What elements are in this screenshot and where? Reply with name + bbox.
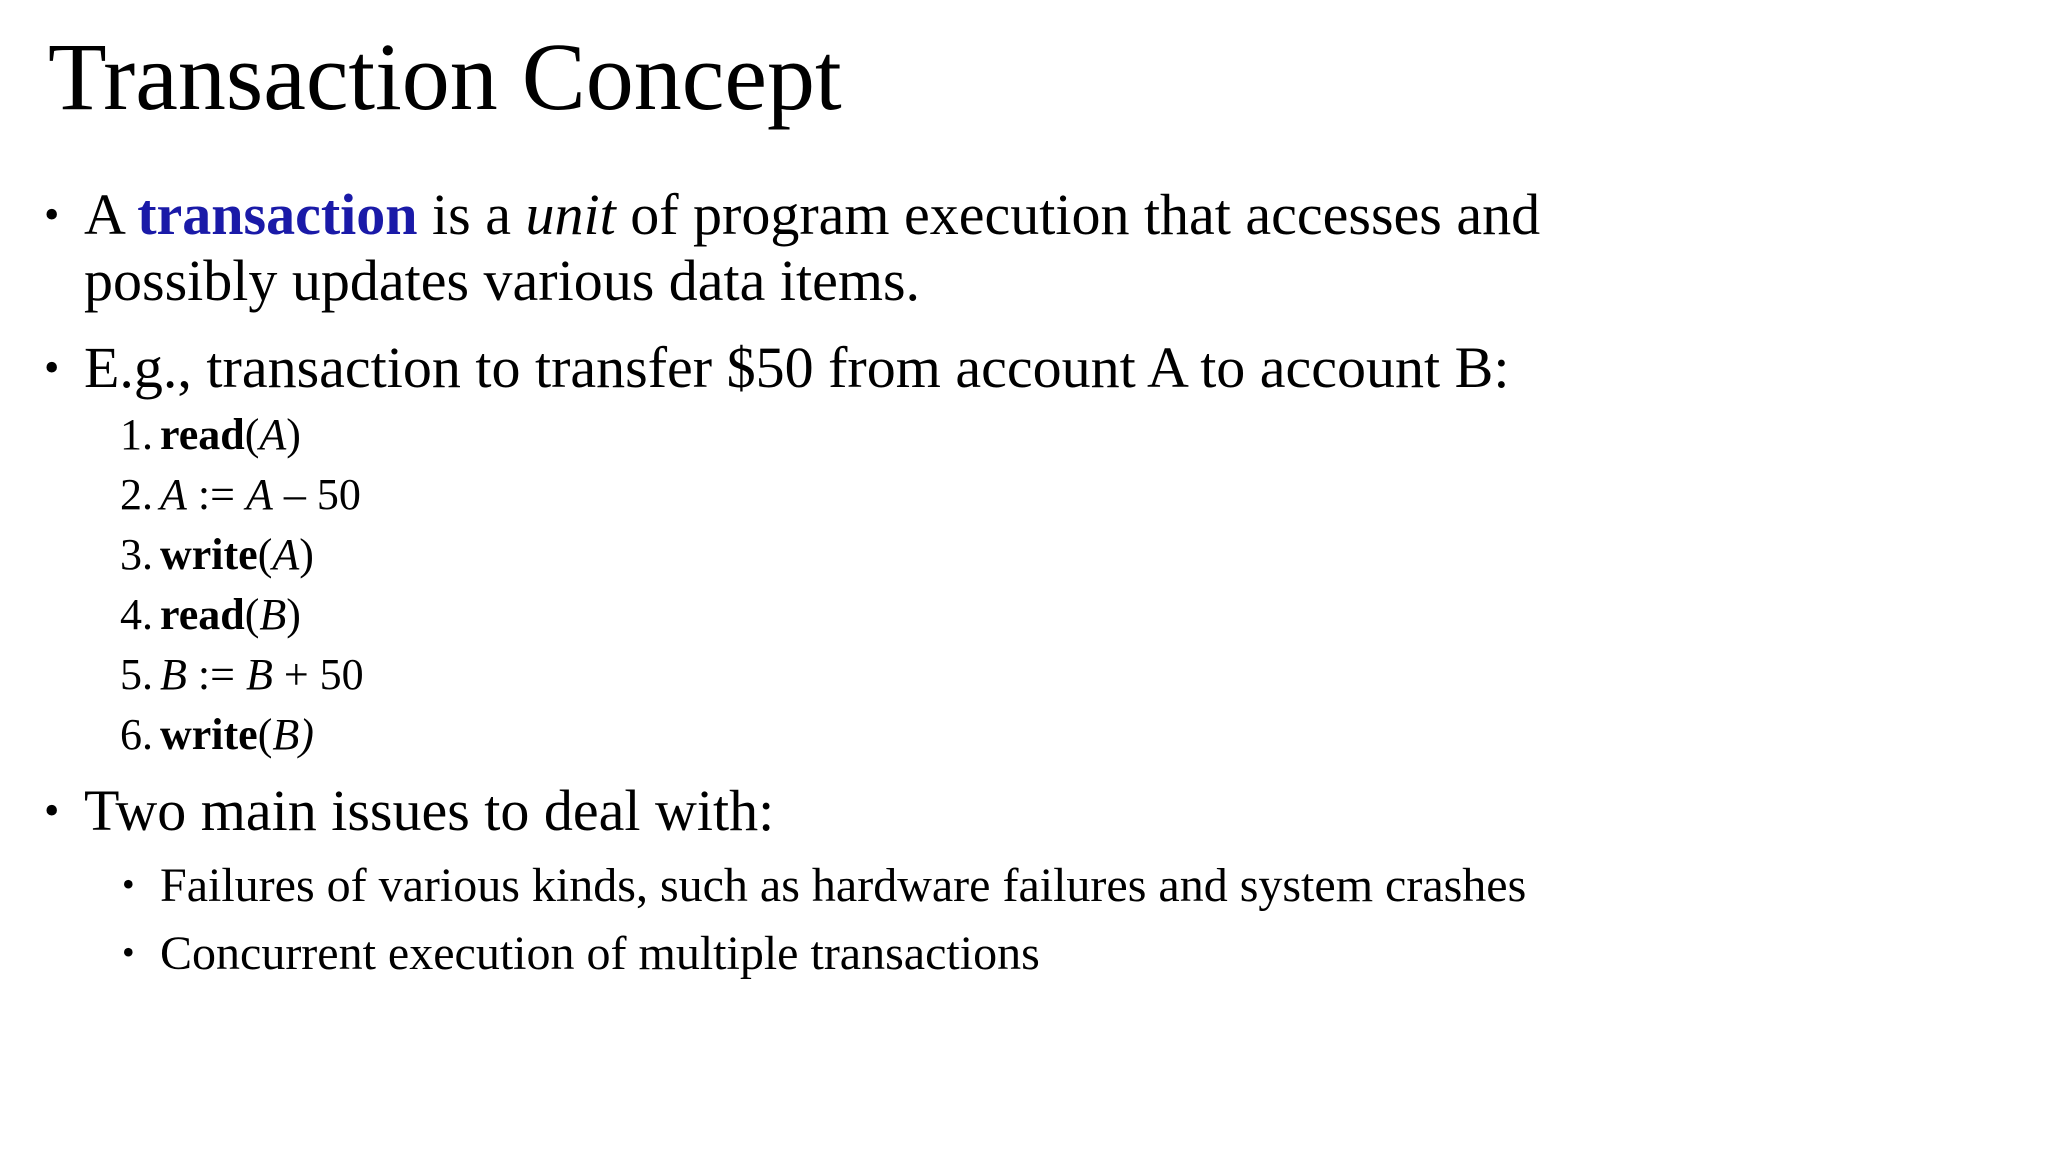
step-number: 6. — [120, 710, 153, 759]
step-item — [120, 465, 364, 525]
bullet-dot: • — [44, 190, 60, 239]
step-paren-open: ( — [244, 410, 260, 459]
slide-title: Transaction Concept — [48, 23, 842, 130]
step-paren-open: ( — [244, 590, 260, 639]
step-variable: A — [245, 470, 273, 519]
emphasis-unit: unit — [525, 182, 616, 247]
step-number: 3. — [120, 530, 153, 579]
step-keyword: write — [160, 710, 258, 759]
bullet-text-mid: is a — [417, 182, 526, 247]
step-number: 2. — [120, 470, 153, 519]
step-item — [120, 525, 364, 585]
step-variable: B — [259, 590, 287, 639]
sub-bullet-dot: • — [122, 932, 135, 972]
sub-bullet-item — [122, 852, 1526, 920]
bullet-text-pre: A — [84, 182, 138, 247]
step-variable: A — [259, 410, 287, 459]
bullet-text: E.g., transaction to transfer $50 from account A to account B: — [84, 335, 1510, 400]
step-expression-rest: + 50 — [272, 650, 364, 699]
step-item — [120, 405, 364, 465]
step-paren-close: ) — [286, 410, 301, 459]
issues-sub-list — [122, 852, 1526, 988]
sub-bullet-text: Concurrent execution of multiple transactions — [160, 927, 1040, 980]
bullet-example — [44, 335, 1744, 401]
step-keyword: read — [160, 410, 245, 459]
step-variable: B — [245, 650, 273, 699]
bullet-dot: • — [44, 343, 60, 392]
step-paren-open: ( — [257, 530, 273, 579]
bullet-text-post: of program execution that accesses and possibly updates various data items. — [84, 182, 1541, 313]
step-paren-close: ) — [286, 590, 301, 639]
step-number: 5. — [120, 650, 153, 699]
term-transaction: transaction — [137, 182, 418, 247]
sub-bullet-dot: • — [122, 864, 135, 904]
step-keyword: read — [160, 590, 245, 639]
bullet-text: Two main issues to deal with: — [84, 778, 775, 843]
step-variable: B — [160, 650, 187, 699]
step-number: 1. — [120, 410, 153, 459]
bullet-dot: • — [44, 786, 60, 835]
sub-bullet-item — [122, 920, 1526, 988]
step-operator: := — [186, 650, 246, 699]
step-expression-rest: – 50 — [272, 470, 361, 519]
sub-bullet-text: Failures of various kinds, such as hardware failures and system crashes — [160, 859, 1527, 912]
step-paren-close: ) — [299, 530, 314, 579]
step-item — [120, 645, 364, 705]
step-variable: A — [160, 470, 187, 519]
step-item — [120, 705, 364, 765]
step-operator: := — [186, 470, 246, 519]
step-number: 4. — [120, 590, 153, 639]
step-keyword: write — [160, 530, 258, 579]
bullet-transaction-definition — [44, 182, 1744, 314]
step-variable: B) — [272, 710, 314, 759]
transfer-steps-list — [120, 405, 364, 765]
step-item — [120, 585, 364, 645]
step-paren-open: ( — [257, 710, 273, 759]
bullet-main-issues — [44, 778, 1744, 844]
step-variable: A — [272, 530, 300, 579]
bullet-text — [84, 182, 1744, 314]
